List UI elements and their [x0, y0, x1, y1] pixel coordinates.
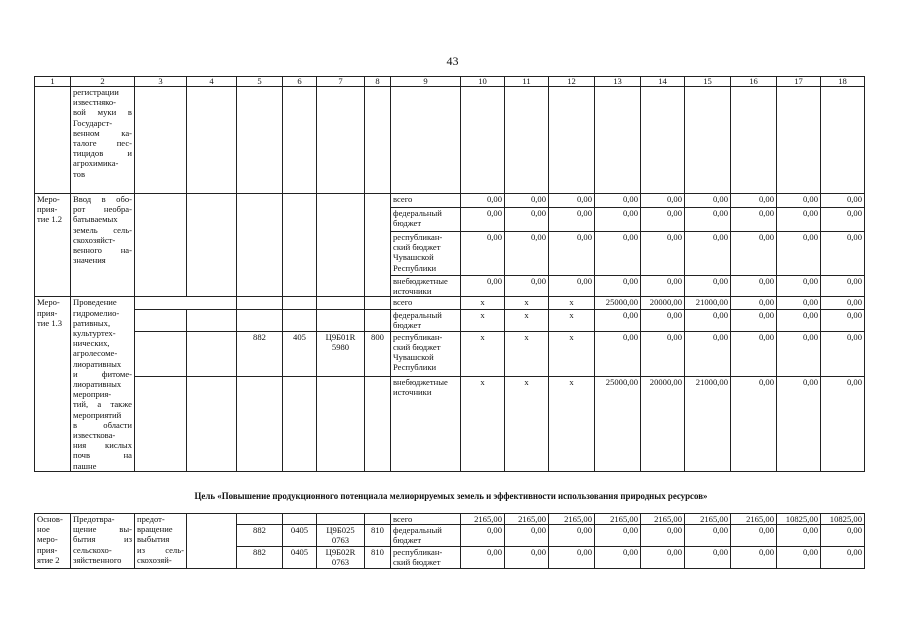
vr-cell: [365, 194, 391, 297]
column-header: 1: [35, 77, 71, 87]
csr-cell: Ц9Б025 0763: [317, 525, 365, 547]
column-header: 7: [317, 77, 365, 87]
column-header: 12: [549, 77, 595, 87]
value-cell: 2165,00: [641, 514, 685, 525]
empty-cell: [777, 87, 821, 194]
funding-source-cell: федеральный бюджет: [391, 208, 461, 232]
executor-cell: [135, 194, 187, 297]
value-cell: x: [461, 309, 505, 331]
value-cell: 0,00: [685, 232, 731, 276]
value-cell: x: [549, 309, 595, 331]
vr-cell: 810: [365, 525, 391, 547]
executor-cell-line: скохозяй-: [137, 554, 172, 565]
measure-cell: [35, 297, 71, 471]
funding-source-cell: республикан-ский бюджет Чувашской Республики: [391, 232, 461, 276]
value-cell: 0,00: [595, 208, 641, 232]
measure-name-cell-line: известкова-: [73, 430, 116, 441]
value-cell: 0,00: [641, 309, 685, 331]
value-cell: 0,00: [461, 208, 505, 232]
measure-name-cell-line: агролесоме-: [73, 348, 118, 359]
table-row: [35, 297, 865, 309]
value-cell: 0,00: [821, 276, 865, 297]
measure-name-cell: [71, 87, 135, 194]
measure-name-cell-line: тий, а также: [73, 399, 132, 410]
budget-table-continued: [34, 513, 865, 569]
value-cell: 0,00: [549, 525, 595, 547]
measure-name-cell-line: тов: [73, 168, 85, 179]
value-cell: 0,00: [549, 194, 595, 208]
measure-name-cell-line: тицидов и: [73, 148, 132, 159]
value-cell: 0,00: [505, 232, 549, 276]
value-cell: 0,00: [685, 276, 731, 297]
measure-name-cell-line: венном ка-: [73, 127, 132, 138]
value-cell: 0,00: [549, 547, 595, 569]
csr-cell: Ц9Б01R 5980: [317, 331, 365, 376]
column-header: 9: [391, 77, 461, 87]
measure-name-cell-line: батываемых: [73, 214, 118, 225]
value-cell: 0,00: [731, 376, 777, 471]
measure-name-cell-line: агрохимика-: [73, 158, 119, 169]
empty-cell: [135, 87, 187, 194]
value-cell: 0,00: [461, 525, 505, 547]
value-cell: 0,00: [777, 376, 821, 471]
measure-name-cell-line: Ввод в обо-: [73, 194, 132, 204]
value-cell: 20000,00: [641, 297, 685, 309]
value-cell: x: [461, 297, 505, 309]
measure-name-cell-line: земель сель-: [73, 224, 132, 235]
measure-cell-line: ятие 2: [37, 554, 60, 565]
value-cell: 0,00: [595, 525, 641, 547]
executor-cell: [135, 514, 187, 569]
column-header: 4: [187, 77, 237, 87]
value-cell: 0,00: [731, 232, 777, 276]
measure-cell-line: меро-: [37, 534, 58, 545]
measure-name-cell-line: Предотвра-: [73, 514, 115, 524]
value-cell: 0,00: [731, 525, 777, 547]
grbs-cell: [237, 309, 283, 331]
measure-name-cell-line: сельскохо-: [73, 544, 112, 555]
value-cell: 0,00: [731, 208, 777, 232]
measure-name-cell-line: ративных,: [73, 317, 111, 328]
column-header: 8: [365, 77, 391, 87]
measure-name-cell-line: зяйственного: [73, 554, 122, 565]
value-cell: 0,00: [731, 194, 777, 208]
measure-name-cell-line: венного на-: [73, 245, 132, 256]
column-header: 14: [641, 77, 685, 87]
value-cell: 25000,00: [595, 376, 641, 471]
value-cell: 0,00: [641, 525, 685, 547]
empty-cell: [283, 87, 317, 194]
measure-name-cell-line: лиоративных: [73, 379, 122, 390]
value-cell: 0,00: [821, 525, 865, 547]
value-cell: 0,00: [685, 309, 731, 331]
value-cell: 2165,00: [731, 514, 777, 525]
table-row: [35, 309, 865, 331]
vr-cell: [365, 376, 391, 471]
empty-cell: [365, 87, 391, 194]
value-cell: 0,00: [777, 194, 821, 208]
executor-cell: [135, 297, 237, 309]
measure-name-cell-line: гидромелио-: [73, 307, 120, 318]
value-cell: 2165,00: [505, 514, 549, 525]
empty-cell: [685, 87, 731, 194]
value-cell: 0,00: [731, 309, 777, 331]
measure-name-cell-line: лиоративных: [73, 358, 122, 369]
measure-name-cell-line: пашне: [73, 460, 97, 471]
value-cell: 0,00: [595, 547, 641, 569]
executor-cell: [135, 376, 187, 471]
value-cell: 0,00: [461, 194, 505, 208]
value-cell: 2165,00: [685, 514, 731, 525]
table-row: [35, 87, 865, 194]
funding-source-cell: республикан-ский бюджет Чувашской Республики: [391, 331, 461, 376]
value-cell: 0,00: [777, 331, 821, 376]
executor-cell-line: выбытия: [137, 534, 170, 545]
grbs-cell: [237, 376, 283, 471]
rz-cell: [283, 194, 317, 297]
column-header: 13: [595, 77, 641, 87]
measure-name-cell-line: культуртех-: [73, 328, 116, 339]
grbs-cell: [237, 194, 283, 297]
budget-table: [34, 76, 865, 472]
value-cell: 0,00: [821, 376, 865, 471]
value-cell: 0,00: [685, 525, 731, 547]
funding-source-cell: федеральный бюджет: [391, 309, 461, 331]
value-cell: 2165,00: [549, 514, 595, 525]
goal-cell: [187, 514, 237, 569]
measure-cell-line: ное: [37, 524, 50, 535]
column-header: 3: [135, 77, 187, 87]
measure-name-cell-line: мероприятий: [73, 409, 122, 420]
measure-cell-line: Основ-: [37, 514, 63, 524]
value-cell: 0,00: [595, 194, 641, 208]
csr-cell: [317, 194, 365, 297]
value-cell: 2165,00: [595, 514, 641, 525]
measure-cell: [35, 514, 71, 569]
measure-cell: [35, 194, 71, 297]
value-cell: 25000,00: [595, 297, 641, 309]
measure-name-cell-line: вой муки в: [73, 107, 132, 118]
measure-name-cell-line: и фитоме-: [73, 368, 132, 379]
empty-cell: [595, 87, 641, 194]
measure-name-cell-line: скохозяйст-: [73, 234, 116, 245]
measure-name-cell: [71, 514, 135, 569]
value-cell: 0,00: [549, 208, 595, 232]
value-cell: 0,00: [595, 331, 641, 376]
value-cell: 0,00: [461, 232, 505, 276]
executor-cell-line: из сель-: [137, 544, 184, 555]
measure-name-cell-line: бытия из: [73, 534, 132, 545]
value-cell: 10825,00: [821, 514, 865, 525]
value-cell: 0,00: [821, 232, 865, 276]
measure-cell-line: прия-: [37, 204, 58, 215]
vr-cell: 800: [365, 331, 391, 376]
empty-cell: [317, 87, 365, 194]
value-cell: 0,00: [777, 276, 821, 297]
value-cell: x: [461, 376, 505, 471]
value-cell: 0,00: [821, 331, 865, 376]
funding-source-cell: федеральный бюджет: [391, 525, 461, 547]
goal-cell: [187, 309, 237, 331]
value-cell: 0,00: [505, 208, 549, 232]
csr-cell: [317, 309, 365, 331]
column-header: 15: [685, 77, 731, 87]
value-cell: 0,00: [685, 547, 731, 569]
empty-cell: [821, 87, 865, 194]
vr-cell: [365, 514, 391, 525]
value-cell: 0,00: [821, 194, 865, 208]
grbs-cell: [237, 514, 283, 525]
column-header: 16: [731, 77, 777, 87]
empty-cell: [237, 87, 283, 194]
measure-name-cell-line: регистрации: [73, 87, 119, 97]
csr-cell: Ц9Б02R 0763: [317, 547, 365, 569]
value-cell: 0,00: [595, 276, 641, 297]
funding-source-cell: всего: [391, 297, 461, 309]
value-cell: 0,00: [731, 331, 777, 376]
value-cell: 0,00: [685, 194, 731, 208]
value-cell: 0,00: [641, 331, 685, 376]
table-row: [35, 194, 865, 208]
value-cell: 0,00: [505, 525, 549, 547]
grbs-cell: 882: [237, 525, 283, 547]
measure-cell-line: Меро-: [37, 194, 60, 204]
value-cell: 2165,00: [461, 514, 505, 525]
value-cell: x: [549, 331, 595, 376]
goal-cell: [187, 194, 237, 297]
value-cell: 0,00: [731, 276, 777, 297]
value-cell: 21000,00: [685, 297, 731, 309]
value-cell: 0,00: [461, 276, 505, 297]
goal-cell: [187, 376, 237, 471]
measure-name-cell-line: мероприя-: [73, 389, 112, 400]
column-header: 11: [505, 77, 549, 87]
column-header: 17: [777, 77, 821, 87]
measure-name-cell-line: в области: [73, 419, 132, 430]
empty-cell: [461, 87, 505, 194]
value-cell: 0,00: [777, 297, 821, 309]
value-cell: 0,00: [821, 547, 865, 569]
measure-name-cell-line: щение вы-: [73, 524, 132, 535]
measure-name-cell-line: нических,: [73, 338, 110, 349]
csr-cell: [317, 376, 365, 471]
rz-cell: [283, 297, 317, 309]
measure-name-cell-line: рот необра-: [73, 204, 132, 215]
value-cell: 21000,00: [685, 376, 731, 471]
goal-cell: [187, 331, 237, 376]
value-cell: 0,00: [731, 547, 777, 569]
column-header: 18: [821, 77, 865, 87]
page-number: 43: [446, 54, 459, 68]
value-cell: 0,00: [641, 194, 685, 208]
csr-cell: [317, 297, 365, 309]
value-cell: 0,00: [641, 208, 685, 232]
executor-cell-line: предот-: [137, 514, 165, 524]
funding-source-cell: внебюджетные источники: [391, 276, 461, 297]
measure-name-cell-line: известняко-: [73, 97, 117, 108]
measure-cell-line: Меро-: [37, 297, 60, 308]
value-cell: 0,00: [461, 547, 505, 569]
measure-cell-line: прия-: [37, 544, 58, 555]
measure-name-cell-line: ния кислых: [73, 440, 132, 451]
value-cell: 0,00: [777, 309, 821, 331]
value-cell: 20000,00: [641, 376, 685, 471]
column-header: 5: [237, 77, 283, 87]
measure-name-cell-line: Проведение: [73, 297, 117, 308]
table-row: [35, 514, 865, 525]
csr-cell: [317, 514, 365, 525]
value-cell: 0,00: [505, 194, 549, 208]
empty-cell: [187, 87, 237, 194]
value-cell: x: [505, 331, 549, 376]
vr-cell: [365, 309, 391, 331]
grbs-cell: 882: [237, 331, 283, 376]
value-cell: x: [461, 331, 505, 376]
value-cell: 0,00: [777, 547, 821, 569]
measure-cell-line: тие 1.3: [37, 317, 63, 328]
goal-heading: Цель «Повышение продукционного потенциала мелиорируемых земель и эффективности использования природных ресурсов»: [194, 491, 708, 501]
rz-cell: [283, 514, 317, 525]
vr-cell: [365, 297, 391, 309]
value-cell: 0,00: [549, 276, 595, 297]
rz-cell: 0405: [283, 525, 317, 547]
value-cell: 0,00: [641, 276, 685, 297]
empty-cell: [641, 87, 685, 194]
rz-cell: [283, 309, 317, 331]
value-cell: x: [505, 309, 549, 331]
value-cell: 0,00: [641, 232, 685, 276]
rz-cell: 405: [283, 331, 317, 376]
executor-cell-line: вращение: [137, 524, 173, 535]
value-cell: x: [549, 297, 595, 309]
measure-name-cell-line: значения: [73, 255, 106, 266]
column-header: 6: [283, 77, 317, 87]
value-cell: 0,00: [731, 297, 777, 309]
value-cell: 0,00: [505, 276, 549, 297]
empty-cell: [391, 87, 461, 194]
executor-cell: [135, 309, 187, 331]
value-cell: 0,00: [595, 232, 641, 276]
rz-cell: [283, 376, 317, 471]
funding-source-cell: всего: [391, 514, 461, 525]
value-cell: x: [505, 297, 549, 309]
funding-source-cell: внебюджетные источники: [391, 376, 461, 471]
value-cell: 0,00: [641, 547, 685, 569]
value-cell: 0,00: [777, 208, 821, 232]
measure-name-cell-line: Государст-: [73, 117, 113, 128]
value-cell: 0,00: [595, 309, 641, 331]
value-cell: 0,00: [821, 309, 865, 331]
measure-cell-line: тие 1.2: [37, 214, 63, 225]
value-cell: 0,00: [505, 547, 549, 569]
value-cell: 0,00: [777, 525, 821, 547]
empty-cell: [549, 87, 595, 194]
measure-name-cell: [71, 297, 135, 471]
funding-source-cell: всего: [391, 194, 461, 208]
header-row: [35, 77, 865, 87]
grbs-cell: 882: [237, 547, 283, 569]
column-header: 10: [461, 77, 505, 87]
executor-cell: [135, 331, 187, 376]
value-cell: x: [505, 376, 549, 471]
value-cell: 10825,00: [777, 514, 821, 525]
value-cell: 0,00: [777, 232, 821, 276]
funding-source-cell: республикан-ский бюджет: [391, 547, 461, 569]
grbs-cell: [237, 297, 283, 309]
vr-cell: 810: [365, 547, 391, 569]
measure-name-cell-line: почв на: [73, 450, 132, 461]
value-cell: 0,00: [685, 331, 731, 376]
value-cell: 0,00: [821, 208, 865, 232]
measure-name-cell-line: талоге пес-: [73, 138, 132, 149]
empty-cell: [731, 87, 777, 194]
value-cell: x: [549, 376, 595, 471]
measure-name-cell: [71, 194, 135, 297]
measure-cell-line: прия-: [37, 307, 58, 318]
rz-cell: 0405: [283, 547, 317, 569]
measure-cell: [35, 87, 71, 194]
table-row: [35, 376, 865, 471]
value-cell: 0,00: [821, 297, 865, 309]
value-cell: 0,00: [549, 232, 595, 276]
value-cell: 0,00: [685, 208, 731, 232]
table-row: [35, 331, 865, 376]
empty-cell: [505, 87, 549, 194]
column-header: 2: [71, 77, 135, 87]
